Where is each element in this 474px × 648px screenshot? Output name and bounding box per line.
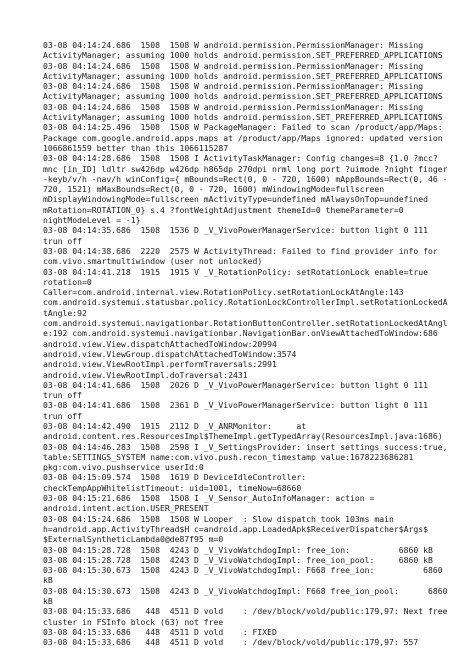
- log-line: ActivityManager; assuming 1000 holds android.permission.SET_PREFERRED_APPLICATIONS: [43, 112, 443, 123]
- log-line: 1066861559 better than this 1066115287: [43, 142, 229, 153]
- log-line: 03-08 04:14:41.686 1508 2361 D _V_VivoPowerManagerService: button light 0 111: [43, 400, 428, 411]
- log-line: mDisplayWindowingMode=fullscreen mActivityType=undefined mAlwaysOnTop=undefined: [43, 194, 428, 205]
- log-line: 03-08 04:14:25.496 1508 1508 W PackageManager: Failed to scan /product/app/Maps:: [43, 122, 443, 133]
- log-line: com.android.systemui.navigationbar.RotationButtonController.setRotationLockedAtAngl: [43, 318, 448, 329]
- log-line: 03-08 04:15:28.728 1508 4243 D _V_VivoWatchdogImpl: free_ion_pool: 6860 kB: [43, 554, 433, 565]
- log-line: 03-08 04:15:33.686 448 4511 D vold : /dev/block/vold/public:179,97: Next free: [43, 606, 448, 617]
- log-line: 03-08 04:14:24.686 1508 1508 W android.permission.PermissionManager: Missing: [43, 60, 424, 71]
- log-line: trun off: [43, 410, 82, 421]
- log-line: table:SETTINGS_SYSTEM name:com.vivo.push.recon_timestamp value:1678223686281: [43, 451, 414, 462]
- log-line: ActivityManager; assuming 1000 holds android.permission.SET_PREFERRED_APPLICATIONS: [43, 70, 443, 81]
- log-text: [43, 40, 462, 648]
- log-line: -keyb/v/h -nav/h winConfig={ mBounds=Rect(0, 0 - 720, 1600) mAppBounds=Rect(0, 46 -: [43, 173, 448, 184]
- log-line: 03-08 04:14:41.686 1508 2026 D _V_VivoPowerManagerService: button light 0 111: [43, 379, 428, 390]
- log-line: 03-08 04:14:24.686 1508 1508 W android.permission.PermissionManager: Missing: [43, 101, 424, 112]
- log-line: 03-08 04:15:33.686 448 4511 D vold : FIXED: [43, 626, 277, 637]
- log-line: 720, 1521) mMaxBounds=Rect(0, 0 - 720, 1600) mWindowingMode=fullscreen: [43, 184, 385, 195]
- log-line: tAngle:92: [43, 307, 87, 318]
- log-line: checkTempAppWhitelistTimeout: uid=1001, timeNow=68660: [43, 482, 302, 493]
- log-line: kB: [43, 575, 53, 586]
- log-line: 03-08 04:15:33.686 448 4511 D vold : /dev/block/vold/public:179,97: 557: [43, 637, 419, 648]
- log-line: 03-08 04:15:09.574 1508 1619 D DeviceIdleController:: [43, 472, 307, 483]
- log-line: rotation=0: [43, 276, 92, 287]
- log-line: android.view.ViewGroup.dispatchAttachedToWindow:3574: [43, 348, 297, 359]
- log-line: android.view.View.dispatchAttachedToWindow:20994: [43, 338, 277, 349]
- log-line: kB: [43, 596, 53, 607]
- log-line: pkg:com.vivo.pushservice userId:0: [43, 462, 204, 473]
- log-line: android.view.ViewRootImpl.performTraversals:2991: [43, 359, 277, 370]
- log-line: android.intent.action.USER_PRESENT: [43, 503, 209, 514]
- log-line: trun off: [43, 235, 82, 246]
- log-line: com.vivo.smartmultiwindow (user not unlocked): [43, 256, 263, 267]
- log-line: mRotation=ROTATION_0} s.4 ?fontWeightAdjustment themeId=0 themeParameter=0: [43, 204, 404, 215]
- log-line: e:192 com.android.systemui.navigationbar.NavigationBar.onViewAttachedToWindow:686: [43, 328, 438, 339]
- log-line: android.view.ViewRootImpl.doTraversal:2431: [43, 369, 248, 380]
- log-line: Caller=com.android.internal.view.RotationPolicy.setRotationLockAtAngle:143: [43, 287, 404, 298]
- log-line: 03-08 04:15:30.673 1508 4243 D _V_VivoWatchdogImpl: F668 free_ion: 6860: [43, 565, 443, 576]
- log-line: ActivityManager; assuming 1000 holds android.permission.SET_PREFERRED_APPLICATIONS: [43, 50, 443, 61]
- log-line: h=android.app.ActivityThread$H c=android.app.LoadedApk$ReceiverDispatcher$Args$: [43, 523, 428, 534]
- log-line: mnc [in_ID] ldltr sw426dp w426dp h865dp 270dpi nrml long port ?uimode ?night finger: [43, 163, 448, 174]
- log-viewer[interactable]: [0, 40, 474, 648]
- log-line: 03-08 04:15:28.728 1508 4243 D _V_VivoWatchdogImpl: free_ion: 6860 kB: [43, 544, 433, 555]
- log-line: ActivityManager; assuming 1000 holds android.permission.SET_PREFERRED_APPLICATIONS: [43, 91, 443, 102]
- log-line: 03-08 04:15:30.673 1508 4243 D _V_VivoWatchdogImpl: F668 free_ion_pool: 6860: [43, 585, 448, 596]
- log-line: android.content.res.ResourcesImpl$ThemeImpl.getTypedArray(ResourcesImpl.java:1686): [43, 431, 443, 442]
- log-line: 03-08 04:15:24.686 1508 1508 W Looper : Slow dispatch took 103ms main: [43, 513, 394, 524]
- log-line: 03-08 04:15:21.686 1508 1508 I _V_Sensor_AutoInfoManager: action =: [43, 493, 375, 504]
- log-line: cluster in FSInfo block (63) not free: [43, 616, 224, 627]
- log-line: 03-08 04:14:24.686 1508 1508 W android.permission.PermissionManager: Missing: [43, 81, 424, 92]
- log-line: 03-08 04:14:28.686 1508 1508 I ActivityTaskManager: Config changes=8 {1.0 ?mcc?: [43, 153, 438, 164]
- log-line: 03-08 04:14:24.686 1508 1508 W android.permission.PermissionManager: Missing: [43, 40, 424, 50]
- log-line: trun off: [43, 390, 82, 401]
- log-line: 03-08 04:14:38.686 2220 2575 W ActivityThread: Failed to find provider info for: [43, 245, 438, 256]
- log-line: nightModeLevel = -1}: [43, 215, 141, 226]
- log-line: Package com.google.android.apps.maps at /product/app/Maps ignored: updated version: [43, 132, 443, 143]
- log-line: $ExternalSyntheticLambda0@de87f95 m=0: [43, 534, 224, 545]
- log-line: com.android.systemui.statusbar.policy.RotationLockControllerImpl.setRotationLockedA: [43, 297, 448, 308]
- log-line: 03-08 04:14:42.490 1915 2112 D _V_ANRMonitor: at: [43, 420, 307, 431]
- log-line: 03-08 04:14:41.218 1915 1915 V _V_RotationPolicy: setRotationLock enable=true: [43, 266, 428, 277]
- log-line: 03-08 04:14:46.283 1508 2598 I _V_SettingsProvider: insert settings success:true,: [43, 441, 448, 452]
- log-line: 03-08 04:14:35.686 1508 1536 D _V_VivoPowerManagerService: button light 0 111: [43, 225, 428, 236]
